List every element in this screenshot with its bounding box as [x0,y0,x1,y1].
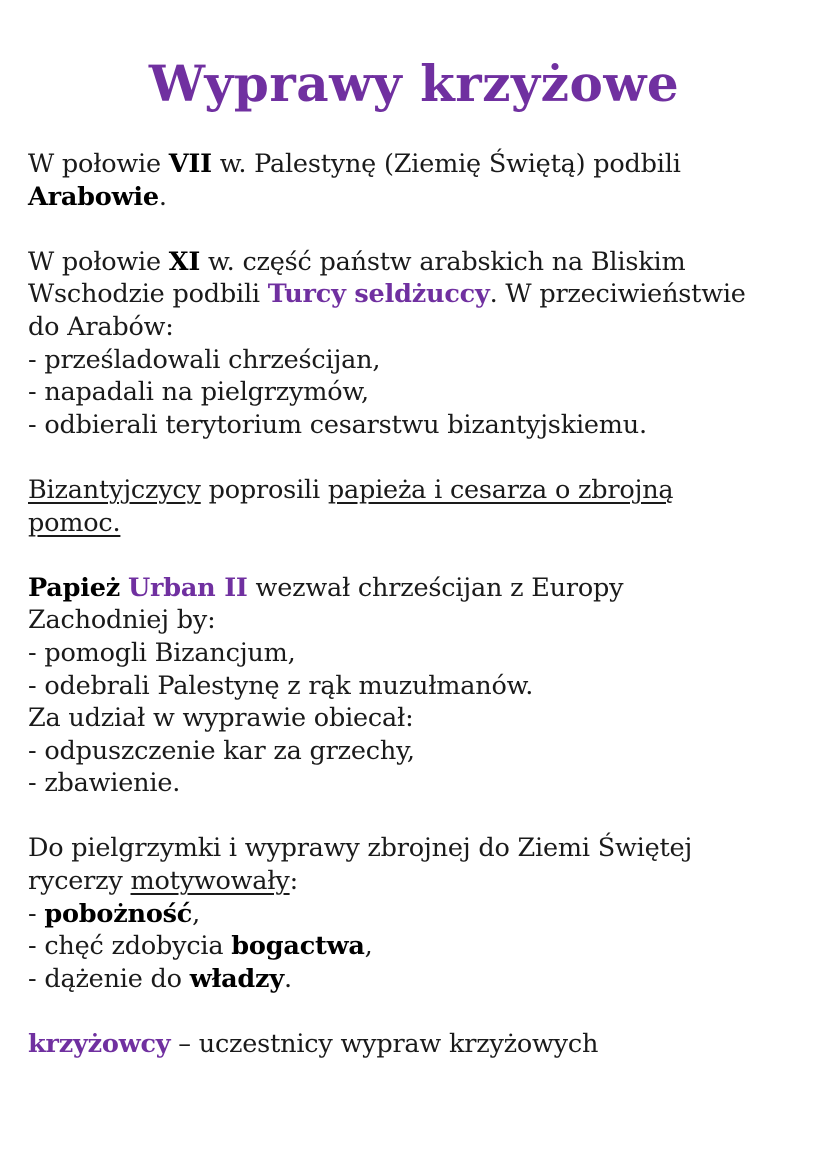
text-run: w. Palestynę (Ziemię Świętą) podbili [211,149,681,179]
text-run: : [289,866,298,897]
text-line [28,865,818,898]
text-line [28,181,818,214]
list-item [28,930,818,963]
century-xi: XI [168,246,201,277]
century-vii: VII [168,149,212,179]
text-line: do Arabów: [28,311,174,342]
text-run: wezwał chrześcijan z Europy [247,572,624,603]
term-urban-ii: Urban II [127,572,248,603]
paragraph-byzantine-request [28,474,818,539]
text-line: Za udział w wyprawie obiecał: [28,703,414,734]
text-line [28,246,818,279]
term-bogactwa: bogactwa [231,931,365,962]
term-wladzy: władzy [189,963,284,994]
list-item: - pomogli Bizancjum, [28,637,296,668]
list-item [28,963,818,996]
list-item: - odbierali terytorium cesarstwu bizantyjskiemu. [28,409,647,440]
list-item: - odebrali Palestynę z rąk muzułmanów. [28,670,534,701]
text-run: - dążenie do [28,963,190,994]
page-title: Wyprawy krzyżowe [148,54,680,113]
text-line: Do pielgrzymki i wyprawy zbrojnej do Ziemi Świętej [28,833,693,864]
list-item: - napadali na pielgrzymów, [28,377,369,408]
text-run: - [28,898,45,929]
text-line [28,278,818,311]
text-run: - chęć zdobycia [28,931,232,962]
text-run: , [364,931,373,962]
text-line [28,474,818,507]
term-poboznosc: pobożność [44,898,193,929]
underlined-word: motywowały [130,866,290,897]
text-line: Zachodniej by: [28,605,216,636]
text-run: . W przeciwieństwie [489,279,746,310]
underlined-phrase: papieża i cesarza o zbrojną [327,474,674,505]
paragraph-seljuk-turks [28,246,818,442]
list-item [28,898,818,931]
list-item: - odpuszczenie kar za grzechy, [28,735,415,766]
list-item: - prześladowali chrześcijan, [28,344,381,375]
text-run [120,573,128,603]
text-line [28,148,818,181]
term-bizantyjczycy: Bizantyjczycy [28,474,201,505]
underlined-phrase: pomoc. [28,507,121,538]
text-line [28,572,818,605]
text-run: W połowie [28,149,169,179]
definition-text: – uczestnicy wypraw krzyżowych [170,1029,599,1060]
term-turcy-seldzuccy: Turcy seldżuccy [267,279,490,310]
text-run: w. część państw arabskich na Bliskim [200,246,686,277]
text-line [28,507,818,540]
text-run: . [283,963,292,994]
text-run: poprosili [200,474,328,505]
text-run: W połowie [28,246,169,277]
text-line [28,1028,818,1061]
note-content [28,148,818,1093]
text-run: rycerzy [28,866,131,897]
term-arabowie: Arabowie [28,181,159,212]
term-papiez: Papież [28,572,121,603]
paragraph-knight-motives [28,832,818,995]
paragraph-urban-call [28,572,818,800]
text-run: . [158,181,167,212]
list-item: - zbawienie. [28,768,181,799]
paragraph-arab-conquest [28,148,818,213]
text-run: , [192,898,201,929]
paragraph-definition [28,1028,818,1061]
text-run: Wschodzie podbili [28,279,268,310]
term-krzyzowcy: krzyżowcy [28,1029,171,1060]
